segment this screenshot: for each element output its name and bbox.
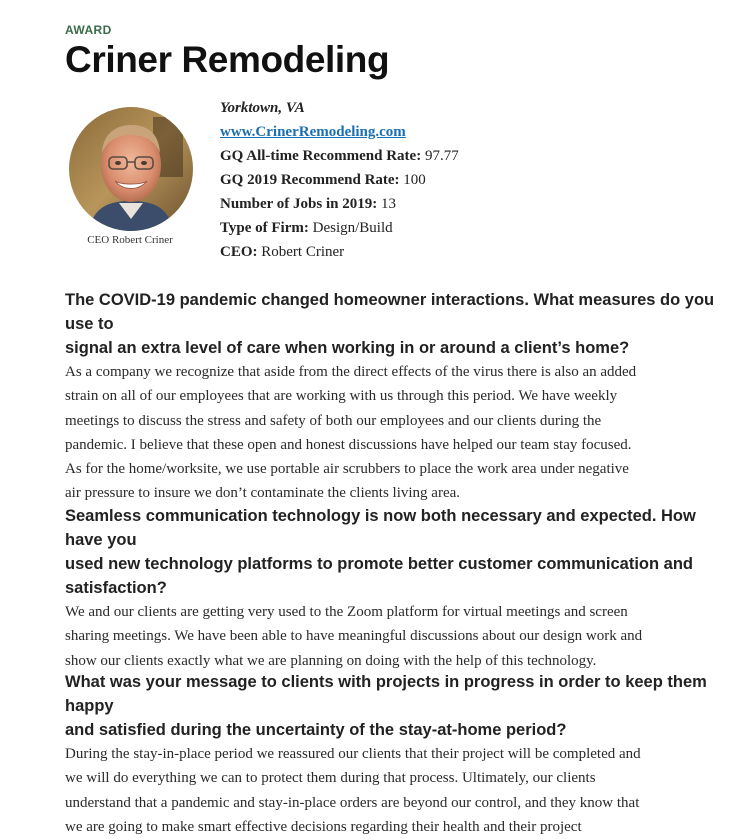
question [65,670,715,742]
answer [65,742,715,839]
fact-row [220,216,640,240]
answer-line: we will do everything we can to protect them during that process. Ultimately, our clients [65,770,596,787]
answer [65,600,715,673]
answer-line: understand that a pandemic and stay-in-place orders are beyond our control, and they know that [65,794,640,811]
question [65,504,715,600]
fact-label: CEO: [220,244,258,260]
answer-line: show our clients exactly what we are planning on doing with the help of this technology. [65,652,597,669]
question-line: Seamless communication technology is now both necessary and expected. How have you [65,507,696,549]
fact-row [220,192,640,216]
question-line: What was your message to clients with projects in progress in order to keep them happy [65,673,707,715]
fact-label: GQ All-time Recommend Rate: [220,148,422,164]
fact-row [220,168,640,192]
fact-label: Number of Jobs in 2019: [220,196,378,212]
company-website-link[interactable]: www.CrinerRemodeling.com [220,124,406,140]
qa-item [65,288,715,506]
fact-value: 13 [381,196,396,212]
answer [65,360,715,506]
answer-line: we are going to make smart effective decisions regarding their health and their project [65,818,582,835]
question-line: satisfaction? [65,579,167,597]
qa-item [65,670,715,839]
fact-row [220,240,640,264]
fact-label: Type of Firm: [220,220,309,236]
answer-line: meetings to discuss the stress and safety of both our employees and our clients during the [65,412,602,429]
question-line: The COVID-19 pandemic changed homeowner interactions. What measures do you use to [65,291,715,333]
qa-item [65,504,715,673]
fact-value: 97.77 [424,148,459,164]
answer-line: air pressure to insure we don’t contaminate the clients living area. [65,485,461,502]
section-eyebrow: AWARD [65,23,112,37]
page-title: Criner Remodeling [65,39,390,80]
answer-line: During the stay-in-place period we reassured our clients that their project will be completed and [65,746,641,762]
fact-row [220,144,640,168]
fact-label: GQ 2019 Recommend Rate: [220,172,400,188]
question-line: and satisfied during the uncertainty of the stay-at-home period? [65,721,567,739]
answer-line: As for the home/worksite, we use portable air scrubbers to place the work area under negative [65,461,629,478]
answer-line: sharing meetings. We have been able to have meaningful discussions about our design work and [65,628,643,645]
question [65,288,715,360]
answer-line: As a company we recognize that aside from the direct effects of the virus there is also an added [65,364,637,380]
answer-line: strain on all of our employees that are working with us through this period. We have weekly [65,388,618,405]
company-facts [220,96,640,264]
company-location: Yorktown, VA [220,100,305,116]
answer-line: We and our clients are getting very used to the Zoom platform for virtual meetings and screen [65,604,628,620]
question-line: signal an extra level of care when working in or around a client’s home? [65,339,630,357]
ceo-photo [69,107,193,231]
fact-value: Design/Build [312,220,393,236]
question-line: used new technology platforms to promote better customer communication and [65,555,693,573]
website-row [220,120,640,144]
answer-line: pandemic. I believe that these open and honest discussions have helped our team stay focused. [65,436,632,453]
fact-value: Robert Criner [261,244,345,260]
fact-value: 100 [403,172,426,188]
ceo-portrait-image [69,107,193,231]
photo-caption: CEO Robert Criner [87,234,173,246]
